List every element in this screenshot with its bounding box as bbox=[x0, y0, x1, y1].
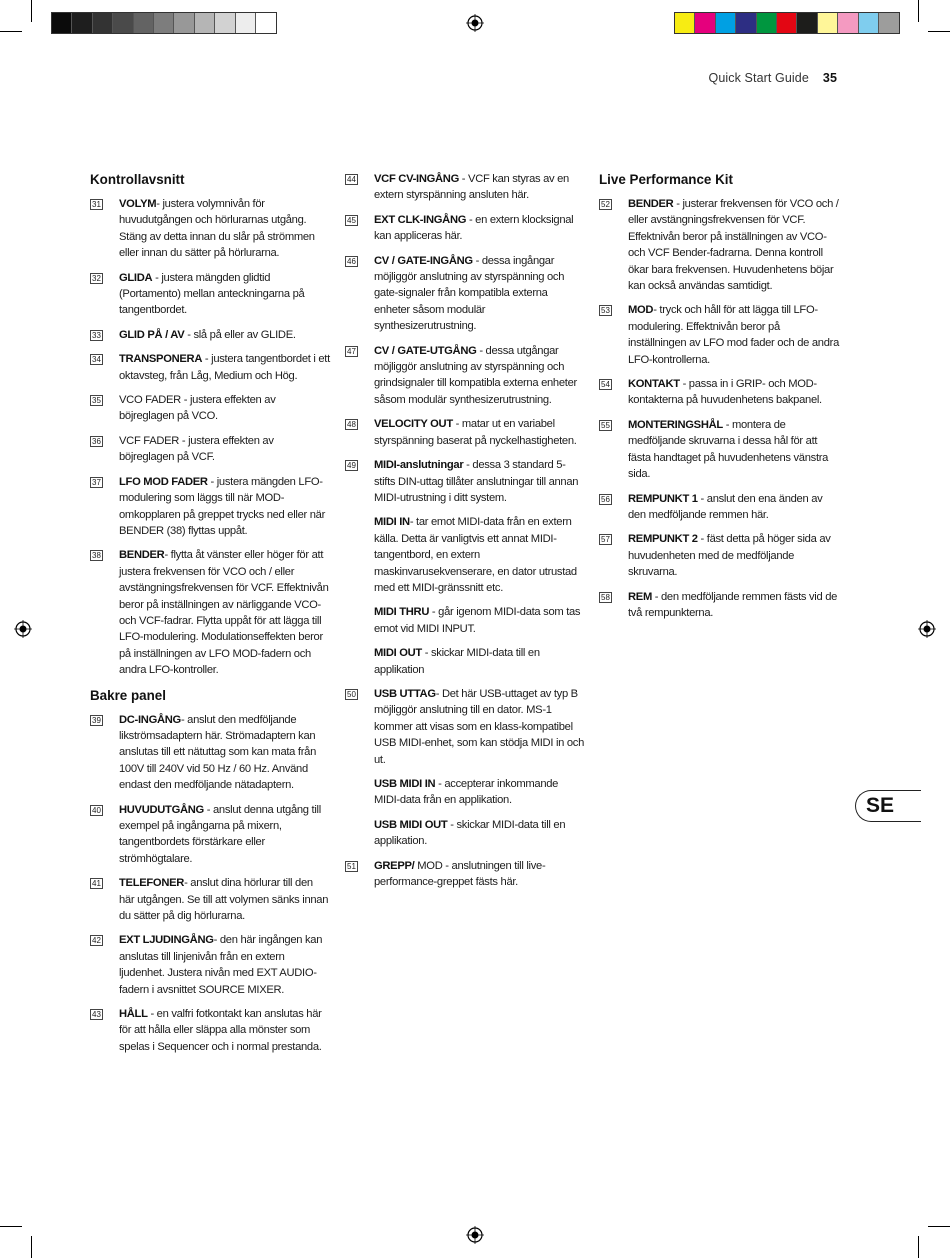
item-number-badge bbox=[345, 820, 358, 831]
item-term: CV / GATE-UTGÅNG bbox=[374, 344, 477, 357]
item-text: - justera volymnivån för huvudutgången och hörlurarnas utgång. Stäng av detta innan du slår på strömmen eller innan du sätter på hörlurarna. bbox=[119, 198, 315, 260]
list-item bbox=[90, 433, 330, 466]
item-description bbox=[119, 547, 330, 678]
item-description bbox=[119, 474, 330, 540]
color-swatch bbox=[757, 13, 777, 33]
item-text: - går igenom MIDI-data som tas emot vid MIDI INPUT. bbox=[374, 606, 581, 635]
item-text: - justerar frekvensen för VCO och / eller avstängningsfrekvensen för VCF. Effektnivån beror på inställningen av VCO- och VCF Bender-fadrarna. Denna kontroll ökar bara frekvensen. Huvudenhetens böjar kan också användas samtidigt. bbox=[628, 198, 839, 293]
list-item bbox=[599, 589, 839, 622]
item-description bbox=[119, 351, 330, 384]
item-description bbox=[374, 645, 585, 678]
list-item bbox=[599, 376, 839, 409]
item-text: - VCF kan styras av en extern styrspänning ansluten här. bbox=[374, 173, 569, 202]
item-term: VOLYM bbox=[119, 198, 157, 210]
item-term: MIDI OUT bbox=[374, 647, 422, 660]
item-description bbox=[119, 196, 330, 262]
item-description bbox=[374, 457, 585, 506]
language-tab-se: SE bbox=[855, 790, 921, 822]
item-description bbox=[374, 343, 585, 409]
item-number-badge: 49 bbox=[345, 460, 358, 471]
list-item bbox=[90, 327, 330, 343]
item-description bbox=[119, 270, 330, 319]
list-item bbox=[90, 802, 330, 868]
item-number-badge bbox=[345, 648, 358, 659]
item-description bbox=[374, 514, 585, 596]
list-item bbox=[90, 196, 330, 262]
color-swatch bbox=[72, 13, 92, 33]
list-item bbox=[599, 491, 839, 524]
item-term: HUVUDUTGÅNG bbox=[119, 803, 204, 816]
list-item bbox=[345, 817, 585, 850]
item-description bbox=[119, 712, 330, 794]
list-item bbox=[345, 776, 585, 809]
item-text: - justera mängden glidtid (Portamento) mellan anteckningarna på tangentbordet. bbox=[119, 271, 305, 317]
item-text: - den medföljande remmen fästs vid de två rempunkterna. bbox=[628, 590, 838, 619]
item-description bbox=[374, 858, 585, 891]
item-description bbox=[119, 875, 330, 924]
item-number-badge: 43 bbox=[90, 1009, 103, 1020]
item-description bbox=[119, 802, 330, 868]
item-number-badge: 41 bbox=[90, 878, 103, 889]
item-term: EXT CLK-INGÅNG bbox=[374, 213, 467, 226]
item-description bbox=[119, 932, 330, 998]
item-term: VELOCITY OUT bbox=[374, 418, 453, 431]
item-description bbox=[628, 491, 839, 524]
item-term: GLID PÅ / AV bbox=[119, 328, 185, 341]
list-item bbox=[345, 514, 585, 596]
list-item bbox=[90, 351, 330, 384]
item-term: KONTAKT bbox=[628, 378, 680, 391]
list-item bbox=[90, 875, 330, 924]
item-number-badge: 32 bbox=[90, 273, 103, 284]
guide-title: Quick Start Guide bbox=[708, 71, 809, 85]
item-number-badge: 35 bbox=[90, 395, 103, 406]
item-term: GLIDA bbox=[119, 271, 153, 284]
item-number-badge: 42 bbox=[90, 935, 103, 946]
color-swatch bbox=[716, 13, 736, 33]
item-number-badge bbox=[345, 517, 358, 528]
item-number-badge: 47 bbox=[345, 346, 358, 357]
color-swatch bbox=[859, 13, 879, 33]
color-swatch bbox=[93, 13, 113, 33]
item-number-badge: 40 bbox=[90, 805, 103, 816]
item-description bbox=[374, 686, 585, 768]
item-term: HÅLL bbox=[119, 1008, 148, 1021]
item-text: - en extern klocksignal kan appliceras här. bbox=[374, 213, 574, 243]
item-term: USB MIDI OUT bbox=[374, 818, 448, 831]
item-text: - flytta åt vänster eller höger för att justera frekvensen för VCO och / eller avstängningsfrekvensen för VCF. Effektnivån beror på inställningen av närliggande VCO- och VCF-fadrar. Flytta uppåt för att lägga till LFO-modulering. Modulationseffekten beror på inställningen av LFO MOD-fadern och andra LFO-kontroller. bbox=[119, 549, 329, 677]
list-item bbox=[90, 270, 330, 319]
item-text: - justera mängden LFO-modulering som läggs till när MOD-omkopplaren på greppet trycks ned eller när BENDER (38) flyttas uppåt. bbox=[119, 475, 325, 537]
color-swatch bbox=[236, 13, 256, 33]
list-item bbox=[345, 416, 585, 449]
item-description bbox=[119, 1006, 330, 1055]
section-title-kontrollavsnitt: Kontrollavsnitt bbox=[90, 172, 185, 187]
item-text: - fäst detta på höger sida av huvudenheten med de medföljande skruvarna. bbox=[628, 533, 831, 579]
item-number-badge: 55 bbox=[599, 420, 612, 431]
item-text: - anslut den ena änden av den medföljande remmen här. bbox=[628, 492, 823, 521]
item-term: REMPUNKT 1 bbox=[628, 492, 698, 505]
item-text: - tryck och håll för att lägga till LFO-modulering. Effektnivån beror på inställningen av LFO mod fader och de andra LFO-kontrollerna. bbox=[628, 304, 839, 366]
item-text: - matar ut en variabel styrspänning baserat på nyckelhastigheten. bbox=[374, 418, 577, 447]
color-swatch bbox=[174, 13, 194, 33]
item-description bbox=[628, 302, 839, 368]
item-number-badge: 52 bbox=[599, 199, 612, 210]
color-swatch bbox=[134, 13, 154, 33]
color-swatch bbox=[256, 13, 276, 33]
rear-panel-list bbox=[90, 712, 330, 1056]
list-item bbox=[345, 645, 585, 678]
color-swatch bbox=[838, 13, 858, 33]
item-term: MOD bbox=[628, 304, 654, 317]
item-description bbox=[119, 392, 330, 425]
list-item bbox=[345, 171, 585, 204]
item-term: GREPP/ bbox=[374, 859, 415, 872]
list-item bbox=[599, 417, 839, 483]
item-description bbox=[628, 196, 839, 294]
item-term: MIDI IN bbox=[374, 516, 410, 529]
list-item bbox=[345, 343, 585, 409]
list-item bbox=[345, 604, 585, 637]
item-term: LFO MOD FADER bbox=[119, 475, 208, 488]
item-text: - anslut denna utgång till exempel på ingångarna på mixern, tangentbordets förstärkare eller strömhögtalare. bbox=[119, 803, 321, 865]
section-title-live-performance-kit: Live Performance Kit bbox=[599, 172, 733, 187]
item-description bbox=[374, 171, 585, 204]
list-item bbox=[599, 196, 839, 294]
item-text: - justera tangentbordet i ett oktavsteg, från Låg, Medium och Hög. bbox=[119, 353, 330, 382]
item-text: - skickar MIDI-data till en applikation. bbox=[374, 818, 566, 848]
color-swatch bbox=[879, 13, 899, 33]
item-text: - skickar MIDI-data till en applikation bbox=[374, 647, 540, 676]
item-text: - dessa 3 standard 5-stifts DIN-uttag tillåter anslutningar till annan MIDI-utrustning i ditt system. bbox=[374, 459, 579, 504]
color-swatch bbox=[195, 13, 215, 33]
item-term: TELEFONER bbox=[119, 877, 185, 890]
color-swatch bbox=[777, 13, 797, 33]
item-number-badge: 56 bbox=[599, 494, 612, 505]
item-number-badge: 46 bbox=[345, 256, 358, 267]
registration-mark-icon bbox=[466, 14, 484, 32]
item-text: VCF FADER - justera effekten av böjreglagen på VCF. bbox=[119, 434, 274, 464]
item-description bbox=[628, 417, 839, 483]
item-number-badge: 39 bbox=[90, 715, 103, 726]
item-text: - anslut den medföljande likströmsadaptern här. Strömadaptern kan anslutas till ett nätuttag som kan mata från 100V till 240V vid 50 Hz / 60 Hz. Använd endast den medföljande nätadaptern. bbox=[119, 713, 316, 792]
item-number-badge: 58 bbox=[599, 592, 612, 603]
item-description bbox=[374, 212, 585, 245]
item-term: VCF CV-INGÅNG bbox=[374, 173, 459, 185]
color-swatch bbox=[695, 13, 715, 33]
item-text: - passa in i GRIP- och MOD-kontakterna på huvudenhetens bakpanel. bbox=[628, 378, 822, 407]
item-term: EXT LJUDINGÅNG bbox=[119, 934, 214, 947]
item-text: - slå på eller av GLIDE. bbox=[184, 328, 296, 341]
list-item bbox=[90, 932, 330, 998]
item-number-badge: 53 bbox=[599, 305, 612, 316]
item-description bbox=[374, 604, 585, 637]
color-swatch bbox=[675, 13, 695, 33]
item-number-badge bbox=[345, 779, 358, 790]
item-description bbox=[374, 253, 585, 335]
color-swatch bbox=[797, 13, 817, 33]
grayscale-calibration-bar bbox=[51, 12, 277, 34]
item-term: DC-INGÅNG bbox=[119, 713, 181, 726]
list-item bbox=[345, 457, 585, 506]
color-swatch bbox=[154, 13, 174, 33]
item-number-badge: 54 bbox=[599, 379, 612, 390]
item-term: USB UTTAG bbox=[374, 687, 436, 700]
control-list bbox=[90, 196, 330, 679]
item-description bbox=[374, 817, 585, 850]
list-item bbox=[90, 712, 330, 794]
item-term: MIDI-anslutningar bbox=[374, 459, 464, 472]
page-header bbox=[709, 71, 837, 85]
color-swatch bbox=[52, 13, 72, 33]
item-description bbox=[374, 776, 585, 809]
item-text: - dessa ingångar möjliggör anslutning av styrspänning och gate-signaler från kompatibla externa enheter såsom modulär synthesizerutrustning. bbox=[374, 254, 565, 333]
column-controls bbox=[90, 171, 330, 1063]
item-number-badge: 31 bbox=[90, 199, 103, 210]
item-text: - en valfri fotkontakt kan anslutas här för att hålla eller släppa alla mönster som spelas i Sequencer och i normal prestanda. bbox=[119, 1008, 322, 1053]
item-text: - accepterar inkommande MIDI-data från en applikation. bbox=[374, 778, 559, 807]
item-text: - anslut dina hörlurar till den här utgången. Se till att volymen sänks innan du sätter på dig hörlurarna. bbox=[119, 877, 329, 923]
item-term: TRANSPONERA bbox=[119, 353, 203, 366]
item-number-badge: 33 bbox=[90, 330, 103, 341]
item-number-badge bbox=[345, 607, 358, 618]
item-term: REM bbox=[628, 590, 652, 603]
registration-mark-icon bbox=[918, 620, 936, 638]
column-live-performance-kit bbox=[599, 171, 839, 629]
item-term: MIDI THRU bbox=[374, 606, 430, 619]
list-item bbox=[345, 253, 585, 335]
color-calibration-bar bbox=[674, 12, 900, 34]
item-number-badge: 38 bbox=[90, 550, 103, 561]
item-term: CV / GATE-INGÅNG bbox=[374, 254, 473, 267]
section-title-bakre-panel: Bakre panel bbox=[90, 687, 166, 703]
item-text: - den här ingången kan anslutas till linjenivån från en extern ljudenhet. Justera nivån med EXT AUDIO-fadern i avsnittet SOURCE MIXER. bbox=[119, 934, 323, 996]
item-description bbox=[628, 531, 839, 580]
item-term: USB MIDI IN bbox=[374, 778, 436, 790]
registration-mark-icon bbox=[14, 620, 32, 638]
item-text: - Det här USB-uttaget av typ B möjliggör anslutning till en dator. MS-1 kommer att visas som en klass-kompatibel USB MIDI-enhet, som kan stödja MIDI in och ut. bbox=[374, 687, 584, 766]
item-description bbox=[119, 327, 330, 343]
list-item bbox=[345, 212, 585, 245]
color-swatch bbox=[113, 13, 133, 33]
item-term: MONTERINGSHÅL bbox=[628, 418, 723, 431]
item-number-badge: 45 bbox=[345, 215, 358, 226]
list-item bbox=[599, 302, 839, 368]
item-text: - dessa utgångar möjliggör anslutning av styrspänning och grindsignaler till kompatibla externa enheter såsom modulär synthesizerutrustning. bbox=[374, 344, 577, 406]
item-number-badge: 37 bbox=[90, 477, 103, 488]
color-swatch bbox=[736, 13, 756, 33]
item-term: REMPUNKT 2 bbox=[628, 533, 698, 546]
item-description bbox=[119, 433, 330, 466]
color-swatch bbox=[818, 13, 838, 33]
list-item bbox=[90, 547, 330, 678]
item-term: BENDER bbox=[119, 549, 165, 562]
color-swatch bbox=[215, 13, 235, 33]
list-item bbox=[90, 1006, 330, 1055]
list-item bbox=[599, 531, 839, 580]
item-number-badge: 36 bbox=[90, 436, 103, 447]
list-item bbox=[90, 392, 330, 425]
item-number-badge: 50 bbox=[345, 689, 358, 700]
column-connections bbox=[345, 171, 585, 898]
item-description bbox=[374, 416, 585, 449]
list-item bbox=[345, 858, 585, 891]
item-number-badge: 57 bbox=[599, 534, 612, 545]
list-item bbox=[345, 686, 585, 768]
item-term: BENDER bbox=[628, 198, 674, 210]
item-description bbox=[628, 376, 839, 409]
kit-list bbox=[599, 196, 839, 621]
item-text: - tar emot MIDI-data från en extern källa. Detta är vanligtvis ett annat MIDI-tangentbord, en extern maskinvarusekvenserare, en dator utrustad med ett MIDI-gränssnitt etc. bbox=[374, 516, 577, 594]
page-number: 35 bbox=[822, 71, 837, 85]
item-text: - montera de medföljande skruvarna i dessa hål för att fästa handtaget på huvudenhetens vänstra sida. bbox=[628, 418, 829, 481]
item-number-badge: 34 bbox=[90, 354, 103, 365]
item-number-badge: 48 bbox=[345, 419, 358, 430]
registration-mark-icon bbox=[466, 1226, 484, 1244]
item-text: MOD - anslutningen till live-performance-greppet fästs här. bbox=[374, 859, 546, 889]
item-number-badge: 44 bbox=[345, 174, 358, 185]
item-text: VCO FADER - justera effekten av böjreglagen på VCO. bbox=[119, 394, 276, 423]
item-number-badge: 51 bbox=[345, 861, 358, 872]
connection-list bbox=[345, 171, 585, 890]
list-item bbox=[90, 474, 330, 540]
item-description bbox=[628, 589, 839, 622]
